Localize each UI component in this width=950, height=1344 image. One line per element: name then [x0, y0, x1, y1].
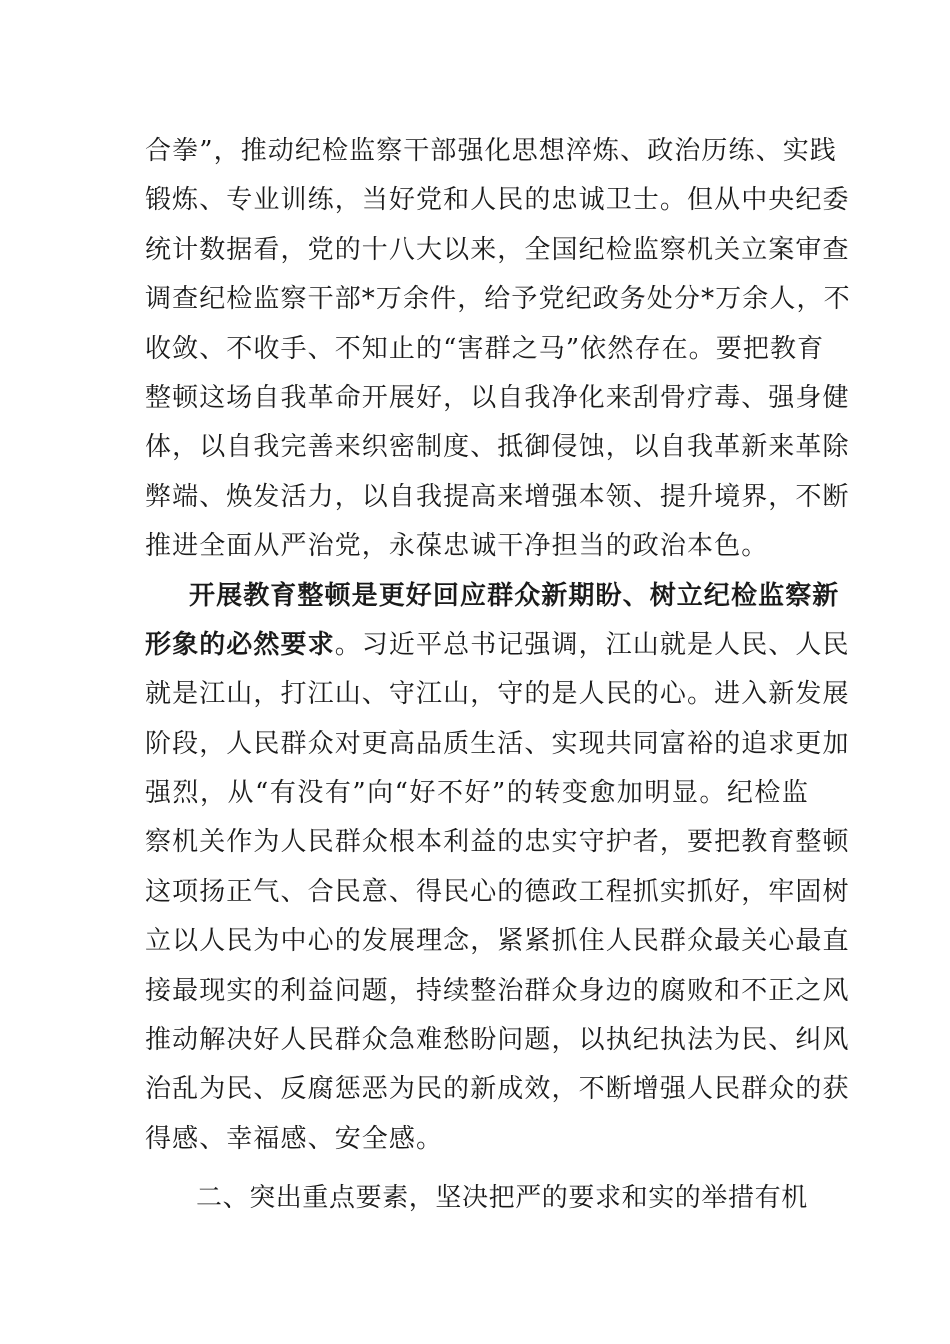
text-line: [145, 621, 850, 670]
text-line: 体，以自我完善来织密制度、抵御侵蚀，以自我革新来革除: [145, 432, 850, 463]
text-line: 强烈，从“有没有”向“好不好”的转变愈加明显。纪检监: [145, 778, 809, 809]
document-body: [145, 127, 851, 1164]
text-line-rest: 。习近平总书记强调，江山就是人民、人民: [334, 629, 850, 660]
text-line: 推进全面从严治党，永葆忠诚干净担当的政治本色。: [145, 531, 769, 562]
paragraph-1: [145, 127, 851, 572]
text-line: 得感、幸福感、安全感。: [145, 1123, 444, 1154]
text-line: 整顿这场自我革命开展好，以自我净化来刮骨疗毒、强身健: [145, 382, 850, 413]
bold-lead-line: 开展教育整顿是更好回应群众新期盼、树立纪检监察新: [189, 580, 840, 611]
text-line: 收敛、不收手、不知止的“害群之马”依然存在。要把教育: [145, 333, 825, 364]
text-line: 统计数据看，党的十八大以来，全国纪检监察机关立案审查: [145, 234, 850, 265]
text-line: 就是江山，打江山、守江山，守的是人民的心。进入新发展: [145, 679, 850, 710]
text-line: 弊端、焕发活力，以自我提高来增强本领、提升境界，不断: [145, 481, 850, 512]
paragraph-2: [145, 572, 850, 1165]
bold-lead-text: 形象的必然要求: [145, 629, 335, 660]
section-heading: 二、突出重点要素，坚决把严的要求和实的举措有机: [196, 1183, 808, 1213]
text-line: 立以人民为中心的发展理念，紧紧抓住人民群众最关心最直: [145, 926, 850, 957]
text-line: 锻炼、专业训练，当好党和人民的忠诚卫士。但从中央纪委: [145, 185, 850, 216]
text-line: 接最现实的利益问题，持续整治群众身边的腐败和不正之风: [145, 975, 850, 1006]
text-line: 阶段，人民群众对更高品质生活、实现共同富裕的追求更加: [145, 728, 850, 759]
text-line: 治乱为民、反腐惩恶为民的新成效，不断增强人民群众的获: [145, 1074, 850, 1105]
text-line: 这项扬正气、合民意、得民心的德政工程抓实抓好，牢固树: [145, 876, 850, 907]
text-line: 推动解决好人民群众急难愁盼问题，以执纪执法为民、纠风: [145, 1025, 850, 1056]
text-line: 调查纪检监察干部*万余件，给予党纪政务处分*万余人，不: [145, 284, 851, 315]
text-line: 合拳”，推动纪检监察干部强化思想淬炼、政治历练、实践: [145, 136, 837, 166]
text-line: 察机关作为人民群众根本利益的忠实守护者，要把教育整顿: [145, 827, 850, 858]
